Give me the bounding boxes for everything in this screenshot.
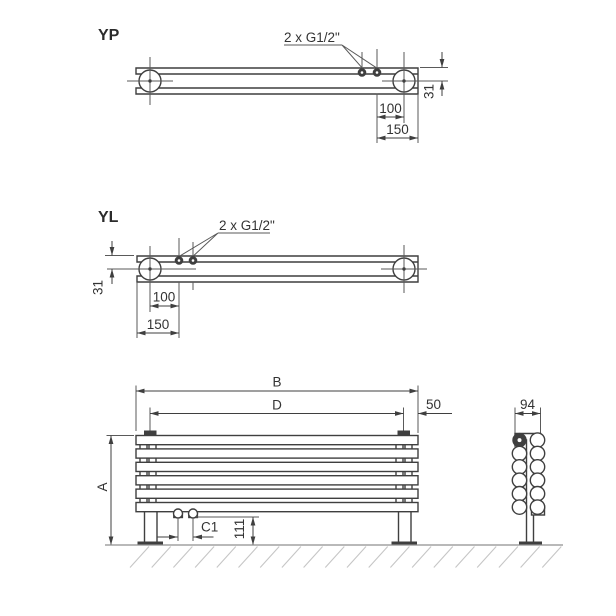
yl-connection-callout	[180, 218, 275, 256]
yp-dim-31-label: 31	[421, 83, 437, 100]
front-dim-A-label: A	[95, 482, 110, 492]
side-view	[512, 397, 544, 545]
yp-dimension-100	[377, 101, 404, 117]
yl-dimension-150	[137, 317, 179, 333]
front-right-leg	[392, 512, 418, 545]
yp-connection-label: 2 x G1/2"	[284, 30, 340, 45]
yp-dim-150-label: 150	[386, 122, 409, 137]
front-view	[95, 375, 452, 546]
front-dim-111-label: 111	[232, 518, 247, 540]
front-left-leg	[138, 512, 164, 545]
yl-connection-label: 2 x G1/2"	[219, 218, 275, 233]
yl-dim-150-label: 150	[146, 317, 170, 332]
yp-view	[98, 27, 448, 143]
side-dim-94-label: 94	[519, 397, 536, 412]
yl-view-label: YL	[98, 209, 119, 226]
yp-dimension-150	[377, 122, 418, 138]
front-dim-D-label: D	[272, 397, 282, 413]
yp-dim-100-label: 100	[379, 101, 402, 116]
front-valve-connections	[174, 509, 198, 541]
front-radiator-tubes	[136, 436, 418, 512]
front-dim-B-label: B	[272, 374, 282, 390]
front-dimension-C1	[157, 520, 218, 538]
yp-view-label: YP	[98, 27, 120, 44]
yp-dimension-31	[420, 52, 448, 99]
yl-dimension-100	[150, 290, 179, 307]
ground-hatch	[130, 547, 561, 568]
yp-left-collector	[127, 57, 173, 105]
side-dimension-94	[515, 397, 541, 434]
floor	[105, 545, 563, 568]
front-dimension-50	[418, 397, 452, 414]
front-dimension-D	[150, 398, 404, 414]
side-tube-columns	[512, 433, 544, 514]
front-dim-50-label: 50	[425, 397, 442, 412]
yl-dim-31-label: 31	[90, 279, 106, 296]
front-dimension-A	[95, 436, 134, 546]
yl-view	[91, 209, 428, 338]
front-dim-C1-label: C1	[201, 519, 219, 535]
yl-dim-100-label: 100	[152, 289, 176, 305]
yl-right-collector	[381, 245, 427, 293]
yl-dimension-31	[91, 241, 135, 295]
yp-connection-callout	[284, 30, 377, 68]
